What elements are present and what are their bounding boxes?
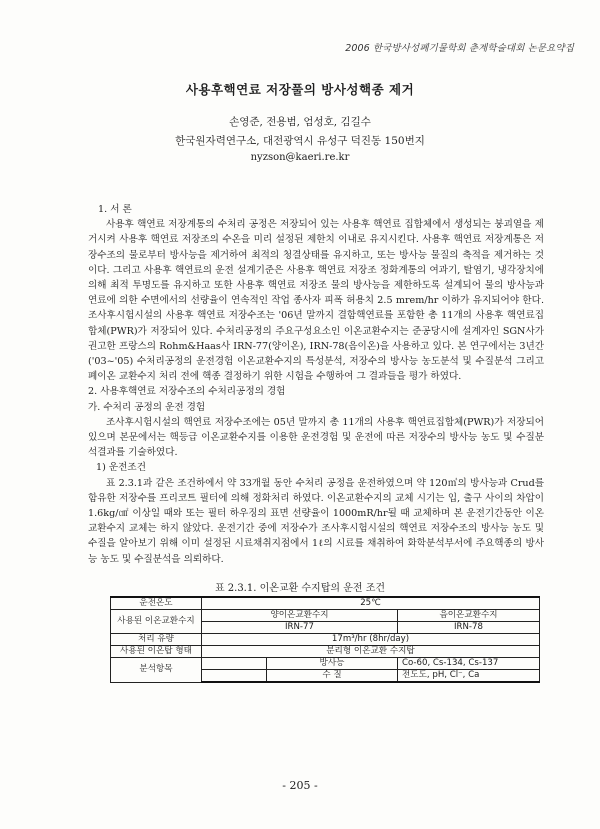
- table-cell-temp-label: 운전온도: [111, 597, 202, 610]
- running-head: 2006 한국방사성폐기물학회 춘계학술대회 논문요약집: [345, 43, 574, 54]
- table-cell-water-spacer: [202, 670, 267, 683]
- section-heading-intro: 1. 서 론: [98, 204, 132, 215]
- conditions-paragraph: 표 2.3.1과 같은 조건하에서 약 33개월 동안 수처리 공정을 운전하였으며 약 120㎥의 방사능과 Crud를 함유한 저장수를 프리코트 필터에 의해 정화처리 하였다. 이온교환수지의 교체 시기는 입, 출구 사이의 차압이 1.6kg/㎠ 이상일 때와 또는 필터 하우징의 표면 선량율이 1000mR/hr될 때 교체하며 본 운전기간동안 이온교환수지 교체는 하지 않았다. 운전기간 중에 저장수가 조사후시험시설의 핵연료 저장수조의 방사능 농도 및 수질을 알아보기 위해 이미 설정된 시료채취지점에서 1ℓ의 시료를 채취하여 화학분석부서에 주요핵종의 방사능 농도 및 수질분석을 의뢰하다.: [88, 477, 544, 565]
- table-cell-radio-spacer: [202, 658, 267, 670]
- paper-title: 사용후핵연료 저장풀의 방사성핵종 제거: [185, 82, 415, 97]
- table-cell-type-label: 사용된 이온탑 형태: [111, 646, 202, 658]
- table-cell-anion-label: 음이온교환수지: [398, 610, 540, 622]
- section-heading-2: 2. 사용후핵연료 저장수조의 수처리공정의 경험: [88, 386, 286, 398]
- operating-conditions-table: [110, 596, 540, 683]
- table-cell-radio-value: Co-60, Cs-134, Cs-137: [398, 658, 540, 670]
- table-cell-analysis-label: 분석항목: [111, 658, 202, 683]
- operation-paragraph: 조사후시험시설의 핵연료 저장수조에는 05년 말까지 총 11개의 사용후 핵연료집합체(PWR)가 저장되어 있으며 본문에서는 핵등급 이온교환수지를 이용한 운전경험 및 운전에 따른 저장수의 방사능 농도 및 수질분석결과를 기술하였다.: [88, 416, 544, 459]
- table-cell-cation-value: IRN-77: [202, 622, 398, 634]
- intro-paragraph: 사용후 핵연료 저장계통의 수처리 공정은 저장되어 있는 사용후 핵연료 집합체에서 생성되는 붕괴열을 제거시켜 사용후 핵연료 저장조의 수온을 미리 설정된 제한치 이내로 유지시킨다. 사용후 핵연료 저장계통은 저장수조의 물로부터 방사능을 제거하여 최적의 청결상태를 유지하고, 또는 방사능 물질의 축적을 제거하는 것이다. 그리고 사용후 핵연료의 운전 설계기준은 사용후 핵연료 저장조 정화계통의 여과기, 탈염기, 냉각장치에 의해 최적 투명도를 유지하고 또한 사용후 핵연료 저장조 물의 방사능을 제한하도록 설계되어 물의 방사능과 연료에 의한 수면에서의 선량율이 연속적인 작업 종사자 피폭 허용치 2.5 mrem/hr 이하가 유지되어야 한다. 조사후시험시설의 사용후 핵연료 저장수조는 '06년 말까지 결함핵연료를 포함한 총 11개의 사용후 핵연료집합체(PWR)가 저장되어 있다. 수처리공정의 주요구성요소인 이온교환수지는 준공당시에 설계자인 SGN사가 권고한 프랑스의 Rohm&Haas사 IRN-77(양이온), IRN-78(음이온)을 사용하고 있다. 본 연구에서는 3년간('03~'05) 수처리공정의 운전경험 이온교환수지의 특성분석, 저장수의 방사능 농도분석 및 수질분석 그리고 폐이온 교환수지 처리 전에 핵종 결정하기 위한 시험을 수행하여 그 결과들을 평가 하였다.: [88, 219, 544, 383]
- table-cell-anion-value: IRN-78: [398, 622, 540, 634]
- table-cell-flow-value: 17m³/hr (8hr/day): [202, 634, 540, 646]
- table-cell-flow-label: 처리 유량: [111, 634, 202, 646]
- table-cell-radio-label: 방사능: [267, 658, 398, 670]
- table-cell-water-value: 전도도, pH, Cl⁻, Ca: [398, 670, 540, 683]
- subsection-heading-ga: 가. 수처리 공정의 운전 경험: [88, 401, 206, 413]
- table-caption: 표 2.3.1. 이온교환 수지탑의 운전 조건: [214, 583, 386, 594]
- table-row: [111, 646, 540, 658]
- affiliation: 한국원자력연구소, 대전광역시 유성구 덕진동 150번지: [175, 135, 425, 147]
- paper-body: [88, 202, 544, 567]
- table-cell-type-value: 분리형 이온교환 수지탑: [202, 646, 540, 658]
- subsection-heading-conditions: 1) 운전조건: [96, 462, 146, 474]
- table-cell-temp-value: 25℃: [202, 597, 540, 610]
- page-number: - 205 -: [282, 779, 318, 792]
- table-cell-water-label: 수 질: [267, 670, 398, 683]
- table-row: [111, 634, 540, 646]
- table-row: [111, 658, 540, 670]
- author-list: 손영준, 전용범, 엄성호, 김길수: [229, 116, 371, 128]
- table-row: [111, 610, 540, 622]
- table-cell-resin-label: 사용된 이온교환수지: [111, 610, 202, 634]
- author-email: nyzson@kaeri.re.kr: [250, 152, 350, 163]
- table-row: [111, 597, 540, 610]
- table-cell-cation-label: 양이온교환수지: [202, 610, 398, 622]
